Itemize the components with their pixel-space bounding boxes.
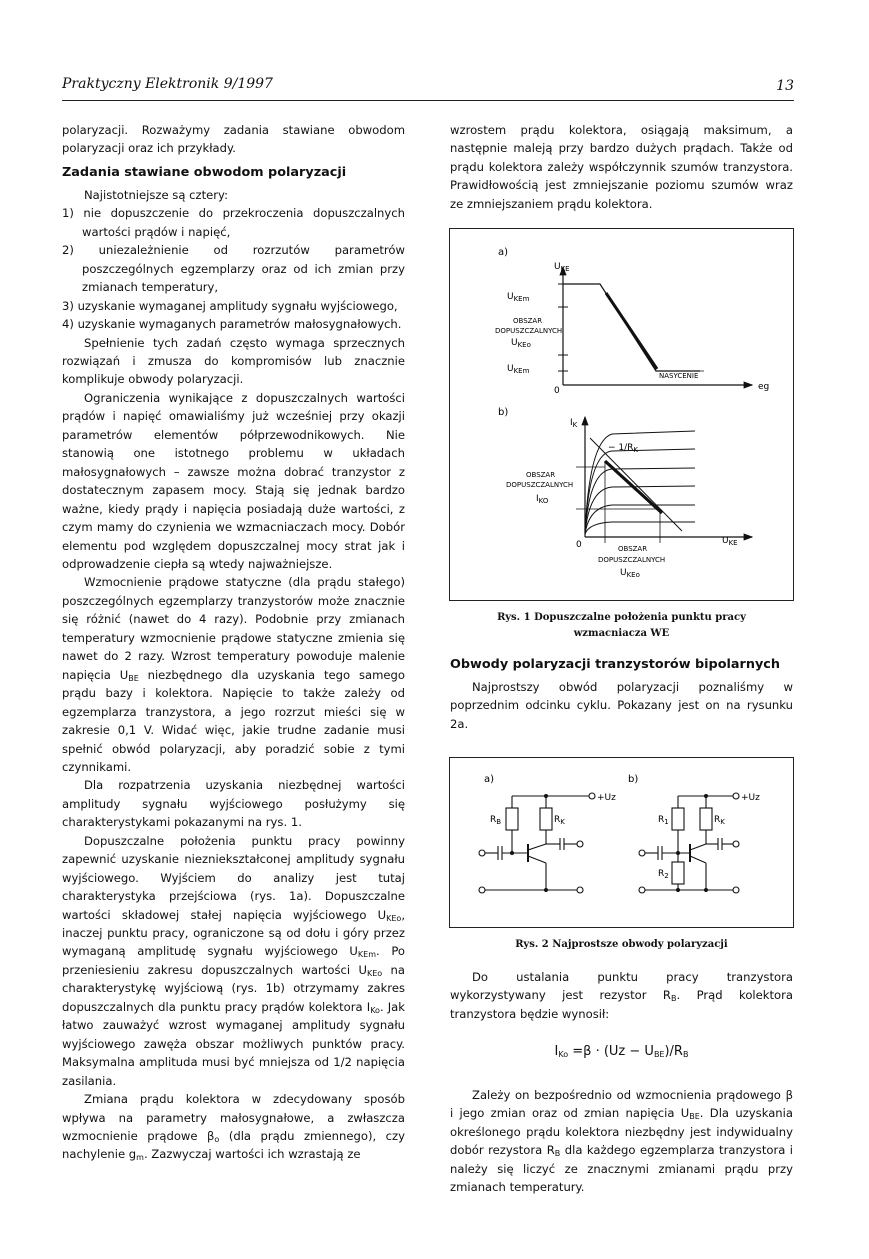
paragraph: Najistotniejsze są cztery: bbox=[84, 187, 228, 202]
ukem-bottom-label: $U_{KEm}$ bbox=[507, 364, 530, 375]
uz-label-b: +Uz bbox=[741, 793, 760, 803]
transfer-curve bbox=[563, 284, 700, 371]
figure-1 bbox=[449, 228, 794, 601]
iko-label: $I_{KO}$ bbox=[536, 494, 549, 505]
obszar-label-c: OBSZAR bbox=[618, 545, 648, 553]
page-header bbox=[62, 76, 794, 101]
obszar-label: OBSZAR bbox=[513, 317, 543, 325]
label-2a: a) bbox=[484, 774, 495, 785]
dopuszczalnych-label-b: DOPUSZCZALNYCH bbox=[506, 481, 574, 489]
rk-label: − $1/R_K$ bbox=[608, 443, 639, 454]
axis-eg-label: eg bbox=[758, 382, 770, 392]
uz-label-a: +Uz bbox=[597, 793, 616, 803]
paragraph: Spełnienie tych zadań często wymaga sprzecznych rozwiązań i zmusza do kompromisów lub znacznie komplikuje obwody polaryzacji. bbox=[62, 335, 405, 387]
origin-label: 0 bbox=[554, 386, 560, 396]
paragraph: wzrostem prądu kolektora, osiągają maksimum, a następnie maleją przy bardzo dużych prądach. Także od prądu kolektora zależy współczynnik szumów tranzystora. Prawidłowością jest zmniejszanie poziomu szumów wraz ze zmniejszaniem prądu kolektora. bbox=[450, 123, 793, 211]
collector-current-formula: $I_{Ko} =\beta \cdot (Uz - U_{BE})/R_B$ bbox=[554, 1044, 689, 1060]
list-item: 4) uzyskanie wymaganych parametrów małosygnałowych. bbox=[62, 317, 402, 332]
left-column bbox=[62, 121, 405, 1164]
ukeo-label: $U_{KEo}$ bbox=[511, 338, 531, 349]
ukeo-label-b: $U_{KEo}$ bbox=[620, 568, 640, 579]
right-column-middle bbox=[450, 656, 793, 733]
list-item: 2) uniezależnienie od rozrzutów parametrów poszczególnych egzemplarzy oraz od ich zmian przy zmianach temperatury, bbox=[62, 243, 405, 295]
list-item: 3) uzyskanie wymaganej amplitudy sygnału wyjściowego, bbox=[62, 298, 398, 313]
journal-title: Praktyczny Elektronik 9/1997 bbox=[62, 76, 273, 92]
figure-2 bbox=[449, 757, 794, 928]
section-heading: Zadania stawiane obwodom polaryzacji bbox=[62, 164, 347, 180]
paragraph: Zmiana prądu kolektora w zdecydowany sposób wpływa na parametry małosygnałowe, a zwłaszcza wzmocnienie prądowe $\beta_o$ (dla prądu zmiennego), czy nachylenie $g_m$. Zazwyczaj wartości ich wzrastają ze bbox=[62, 1092, 405, 1163]
paragraph: Do ustalania punktu pracy tranzystora wykorzystywany jest rezystor $R_B$. Prąd kolektora tranzystora będzie wynosił: bbox=[450, 970, 793, 1021]
r2-label: $R_2$ bbox=[658, 869, 669, 880]
dopuszczalnych-label-c: DOPUSZCZALNYCH bbox=[598, 556, 666, 564]
label-2b: b) bbox=[628, 774, 639, 785]
axis-ik-label: $I_K$ bbox=[570, 418, 578, 429]
label-b: b) bbox=[498, 407, 509, 418]
nasycenie-label: NASYCENIE bbox=[659, 372, 699, 380]
rb-label: $R_B$ bbox=[490, 815, 502, 826]
paragraph: Zależy on bezpośrednio od wzmocnienia prądowego β i jego zmian oraz od zmian napięcia $U_{BE}$. Dla uzyskania określonego prądu kolektora niezbędny jest indywidualny dobór rezystora $R_B$ dla każdego egzemplarza tranzystora i należy się liczyć ze znacznymi zmianami prądu przy zmianach temperatury. bbox=[450, 1087, 793, 1195]
axis-uke-b-label: $U_{KE}$ bbox=[722, 536, 738, 547]
paragraph: Wzmocnienie prądowe statyczne (dla prądu stałego) poszczególnych egzemplarzy tranzystorów może znacznie się różnić (nawet do 4 razy). Podobnie przy zmianach temperatury wzmocnienie prądowe statyczne zmienia się nawet do 2 razy. Wzrost temperatury powoduje malenie napięcia $U_{BE}$ niezbędnego dla uzyskania tego samego prądu bazy i kolektora. Napięcie to także zależy od egzemplarza tranzystora, a jego rozrzut mieści się w zakresie 0,1 V. Widać więc, jakie trudne zadanie musi spełnić obwód polaryzacji, aby poradzić sobie z tymi czynnikami. bbox=[62, 575, 405, 774]
r1-label: $R_1$ bbox=[658, 815, 669, 826]
figure-1-diagram bbox=[450, 229, 793, 600]
axis-uke-label: $U_{KE}$ bbox=[554, 262, 570, 273]
obszar-label-b: OBSZAR bbox=[526, 471, 556, 479]
list-item: 1) nie dopuszczenie do przekroczenia dopuszczalnych wartości prądów i napięć, bbox=[62, 206, 405, 239]
dopuszczalnych-label: DOPUSZCZALNYCH bbox=[495, 327, 563, 335]
paragraph: Dopuszczalne położenia punktu pracy powinny zapewnić uzyskanie niezniekształconej amplitudy sygnału wyjściowego. Wyjściem do analizy jest tutaj charakterystyka przejściowa (rys. 1a). Dopuszczalne wartości składowej stałej napięcia wyjściowego $U_{KEo}$, inaczej punktu pracy, ograniczone są od dołu i góry przez wymaganą amplitudę sygnału wyjściowego $U_{KEm}$. Po przeniesieniu zakresu dopuszczalnych wartości $U_{KEo}$ na charakterystykę wyjściową (rys. 1b) otrzymamy zakres dopuszczalnych dla punktu pracy prądów kolektora $I_{Ko}$. Jak łatwo zauważyć wzrost wymaganej amplitudy sygnału wyjściowego zawęża obszar możliwych punktów pracy. Maksymalna amplituda musi być mniejsza od 1/2 napięcia zasilania. bbox=[62, 833, 405, 1088]
right-column-bottom bbox=[450, 968, 793, 1197]
page-number: 13 bbox=[776, 78, 794, 94]
right-column-top bbox=[450, 121, 793, 213]
label-a: a) bbox=[498, 247, 509, 258]
paragraph: Dla rozpatrzenia uzyskania niezbędnej wartości amplitudy sygnału wyjściowego posłużymy się charakterystykami pokazanymi na rys. 1. bbox=[62, 778, 405, 830]
figure-1-caption: Rys. 1 Dopuszczalne położenia punktu pracy wzmacniacza WE bbox=[497, 612, 746, 639]
section-heading: Obwody polaryzacji tranzystorów bipolarnych bbox=[450, 657, 780, 672]
rk-label-b: $R_K$ bbox=[714, 815, 725, 826]
origin-label-b: 0 bbox=[576, 540, 582, 550]
paragraph: Ograniczenia wynikające z dopuszczalnych wartości prądów i napięć omawialiśmy już wcześniej przy okazji parametrów elementów półprzewodnikowych. Nie stanowią one istotnego problemu w układach małosygnałowych – zawsze można dobrać tranzystor z dostatecznym zapasem mocy. Stają się jednak bardzo ważne, kiedy prądy i napięcia posiadają duże wartości, z czym mamy do czynienia we wzmacniaczach mocy. Dobór elementu pod względem dopuszczalnej mocy strat jak i odprowadzenie ciepła są wtedy najważniejsze. bbox=[62, 390, 405, 571]
active-region-segment bbox=[606, 293, 657, 369]
figure-2-diagram bbox=[450, 758, 793, 927]
figure-2-caption: Rys. 2 Najprostsze obwody polaryzacji bbox=[515, 939, 728, 950]
paragraph: polaryzacji. Rozważymy zadania stawiane obwodom polaryzacji oraz ich przykłady. bbox=[62, 123, 405, 156]
rk-label-a: $R_K$ bbox=[554, 815, 565, 826]
paragraph: Najprostszy obwód polaryzacji poznaliśmy w poprzednim odcinku cyklu. Pokazany jest on na rysunku 2a. bbox=[450, 680, 793, 731]
ukem-top-label: $U_{KEm}$ bbox=[507, 292, 530, 303]
